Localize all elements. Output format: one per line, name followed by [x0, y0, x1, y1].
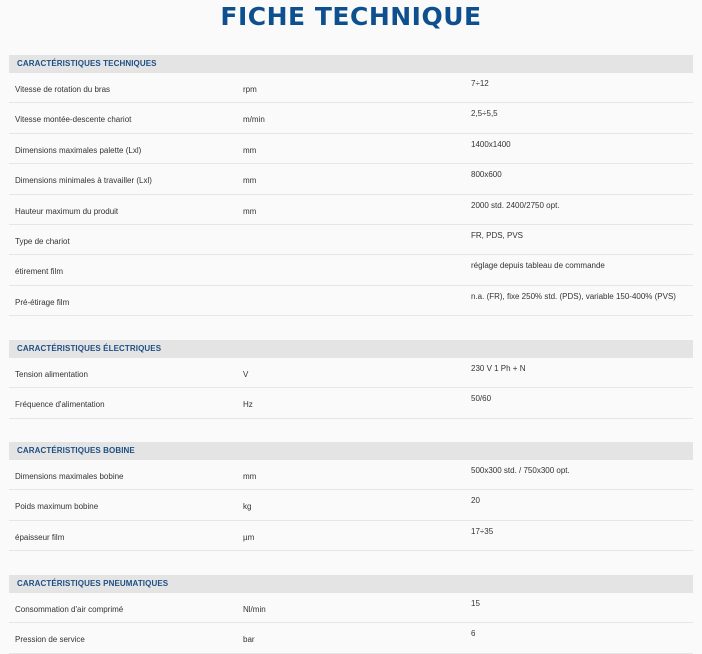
page-title: FICHE TECHNIQUE: [220, 2, 482, 31]
spec-value: 800x600: [471, 170, 502, 180]
spec-section: [9, 575, 693, 654]
section-header: CARACTÉRISTIQUES BOBINE: [9, 442, 693, 460]
spec-label: Type de chariot: [15, 236, 70, 246]
spec-label: épaisseur film: [15, 532, 65, 542]
spec-row: [9, 623, 693, 653]
spec-row: [9, 255, 693, 285]
spec-label: Dimensions minimales à travailler (Lxl): [15, 176, 152, 186]
spec-row: [9, 164, 693, 194]
spec-label: Pression de service: [15, 635, 85, 645]
spec-value: 15: [471, 599, 480, 608]
spec-value: réglage depuis tableau de commande: [471, 261, 605, 271]
spec-value: 7÷12: [471, 79, 489, 88]
spec-value: 500x300 std. / 750x300 opt.: [471, 466, 570, 475]
spec-unit: mm: [243, 206, 257, 216]
spec-value: 1400x1400: [471, 139, 511, 149]
spec-label: Dimensions maximales palette (Lxl): [15, 145, 142, 155]
spec-unit: Nl/min: [243, 605, 266, 614]
spec-value: 6: [471, 629, 476, 639]
spec-unit: mm: [243, 176, 257, 186]
spec-section: [9, 55, 693, 316]
section-header: CARACTÉRISTIQUES PNEUMATIQUES: [9, 575, 693, 593]
spec-value: 230 V 1 Ph + N: [471, 364, 526, 373]
spec-unit: m/min: [243, 115, 265, 125]
spec-value: n.a. (FR), fixe 250% std. (PDS), variable 150-400% (PVS): [471, 291, 676, 301]
spec-label: Vitesse de rotation du bras: [15, 85, 111, 94]
spec-row: [9, 490, 693, 520]
spec-unit: V: [243, 370, 249, 379]
spec-row: [9, 73, 693, 103]
spec-unit: mm: [243, 472, 257, 481]
spec-row: [9, 134, 693, 164]
spec-value: 2000 std. 2400/2750 opt.: [471, 200, 560, 210]
spec-label: Pré-étirage film: [15, 297, 70, 307]
spec-unit: kg: [243, 502, 252, 512]
spec-label: Tension alimentation: [15, 370, 88, 379]
spec-row: [9, 195, 693, 225]
spec-unit: µm: [243, 532, 255, 542]
spec-section: [9, 340, 693, 419]
spec-label: Hauteur maximum du produit: [15, 206, 119, 216]
spec-label: Consommation d'air comprimé: [15, 605, 124, 614]
spec-unit: Hz: [243, 400, 253, 410]
spec-unit: mm: [243, 145, 257, 155]
spec-row: [9, 593, 693, 623]
spec-unit: rpm: [243, 85, 257, 94]
spec-label: Poids maximum bobine: [15, 502, 99, 512]
spec-label: Dimensions maximales bobine: [15, 472, 124, 481]
spec-unit: bar: [243, 635, 255, 645]
spec-row: [9, 460, 693, 490]
spec-row: [9, 358, 693, 388]
spec-row: [9, 388, 693, 418]
spec-label: étirement film: [15, 267, 64, 277]
section-header: CARACTÉRISTIQUES TECHNIQUES: [9, 55, 693, 73]
spec-value: 2,5÷5,5: [471, 109, 498, 119]
spec-value: FR, PDS, PVS: [471, 230, 524, 240]
spec-value: 20: [471, 496, 480, 506]
spec-row: [9, 225, 693, 255]
spec-row: [9, 521, 693, 551]
spec-section: [9, 442, 693, 551]
spec-value: 17÷35: [471, 526, 494, 536]
spec-row: [9, 286, 693, 316]
spec-row: [9, 103, 693, 133]
spec-label: Fréquence d'alimentation: [15, 400, 105, 410]
section-header: CARACTÉRISTIQUES ÉLECTRIQUES: [9, 340, 693, 358]
spec-value: 50/60: [471, 394, 492, 404]
spec-label: Vitesse montée-descente chariot: [15, 115, 132, 125]
